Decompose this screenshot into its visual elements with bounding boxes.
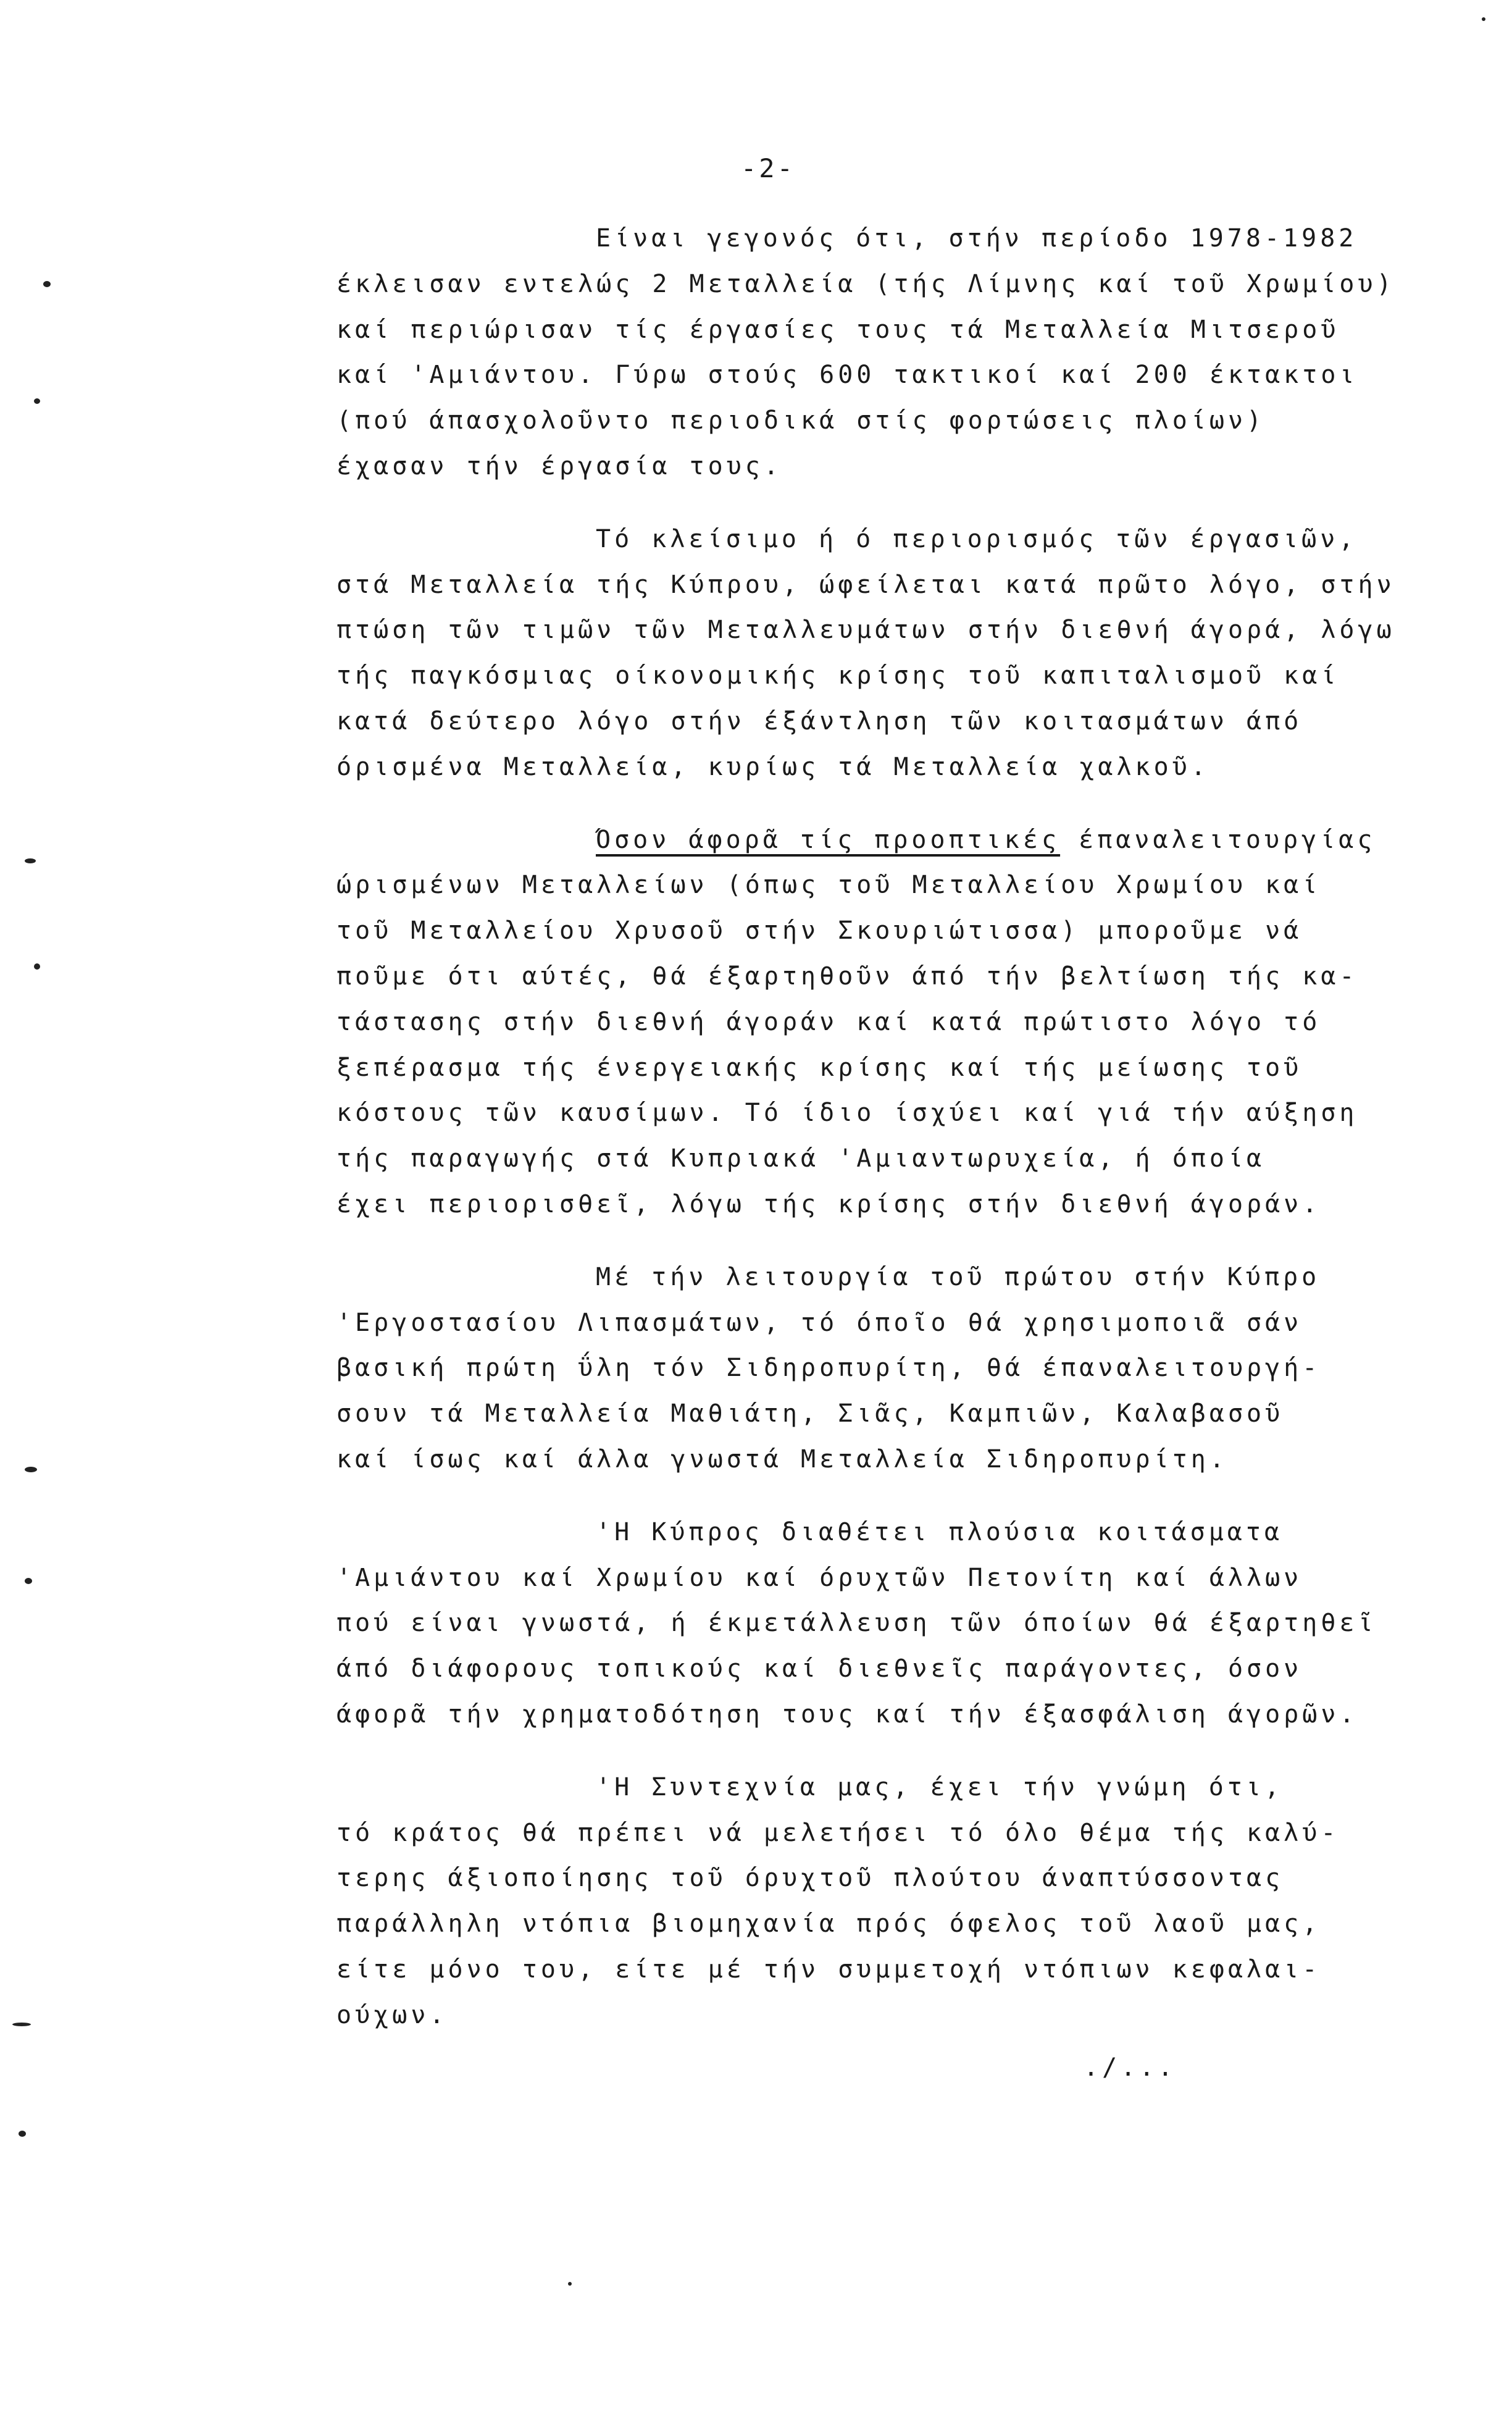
text-line: 'Αμιάντου καί Χρωμίου καί όρυχτῶν Πετονίτη καί άλλων	[336, 1563, 1303, 1592]
text-line: παράλληλη ντόπια βιομηχανία πρός όφελος τοῦ λαοῦ μας,	[336, 1910, 1321, 1939]
text-line: πτώση τῶν τιμῶν τῶν Μεταλλευμάτων στήν διεθνή άγορά, λόγω	[336, 616, 1395, 645]
text-line: καί 'Αμιάντου. Γύρω στούς 600 τακτικοί καί 200 έκτακτοι	[336, 361, 1358, 390]
text-line: άπό διάφορους τοπικούς καί διεθνεῖς παράγοντες, όσον	[336, 1654, 1303, 1684]
text-line: 'Εργοστασίου Λιπασμάτων, τό όποῖο θά χρησιμοποιᾶ σάν	[336, 1308, 1303, 1337]
scan-speck	[34, 963, 40, 970]
text-line: 'Η Συντεχνία μας, έχει τήν γνώμη ότι,	[596, 1772, 1284, 1801]
text-line: έχασαν τήν έργασία τους.	[336, 451, 782, 480]
text-line: τής παραγωγής στά Κυπριακά 'Αμιαντωρυχεία, ή όποία	[336, 1144, 1266, 1173]
text-line: Τό κλείσιμο ή ό περιορισμός τῶν έργασιῶν,	[596, 524, 1358, 553]
text-line: βασική πρώτη ΰλη τόν Σιδηροπυρίτη, θά έπαναλειτουργή-	[336, 1354, 1321, 1383]
scan-speck	[1482, 17, 1485, 21]
paragraph-2	[336, 517, 1398, 790]
text-line: ώρισμένων Μεταλλείων (όπως τοῦ Μεταλλείου Χρωμίου καί	[336, 871, 1321, 900]
text-line: είτε μόνο του, είτε μέ τήν συμμετοχή ντόπιων κεφαλαι-	[336, 1955, 1321, 1984]
text-line: έχει περιορισθεῖ, λόγω τής κρίσης στήν διεθνή άγοράν.	[336, 1189, 1321, 1218]
text-line: πού είναι γνωστά, ή έκμετάλλευση τῶν όποίων θά έξαρτηθεῖ	[336, 1609, 1377, 1638]
text-line: ούχων.	[336, 2000, 448, 2029]
paragraph-6	[336, 1765, 1398, 2039]
paragraph-3	[336, 818, 1398, 1228]
scan-speck	[25, 1578, 32, 1584]
text-line: Μέ τήν λειτουργία τοῦ πρώτου στήν Κύπρο	[596, 1262, 1321, 1291]
paragraph-1	[336, 216, 1398, 490]
scan-speck	[12, 2023, 31, 2026]
scan-speck	[25, 1467, 37, 1472]
text-line: καί περιώρισαν τίς έργασίες τους τά Μεταλλεία Μιτσεροῦ	[336, 315, 1340, 344]
text-line: τό κράτος θά πρέπει νά μελετήσει τό όλο θέμα τής καλύ-	[336, 1818, 1340, 1847]
text-line: ξεπέρασμα τής ένεργειακής κρίσης καί τής μείωσης τοῦ	[336, 1053, 1303, 1082]
scan-speck	[34, 398, 40, 404]
text-line: 'Η Κύπρος διαθέτει πλούσια κοιτάσματα	[596, 1517, 1284, 1546]
page-number: -2-	[741, 153, 795, 183]
underlined-phrase: Όσον άφορᾶ τίς προοπτικές	[596, 825, 1061, 854]
text-line: στά Μεταλλεία τής Κύπρου, ώφείλεται κατά πρῶτο λόγο, στήν	[336, 570, 1395, 599]
text-line: τής παγκόσμιας οίκονομικής κρίσης τοῦ καπιταλισμοῦ καί	[336, 661, 1340, 690]
text-line: έκλεισαν εντελώς 2 Μεταλλεία (τής Λίμνης καί τοῦ Χρωμίου)	[336, 269, 1395, 298]
text-line	[336, 818, 1398, 863]
scan-speck	[19, 2131, 26, 2137]
text-line: κόστους τῶν καυσίμων. Τό ίδιο ίσχύει καί γιά τήν αύξηση	[336, 1099, 1358, 1128]
text-line: κατά δεύτερο λόγο στήν έξάντληση τῶν κοιτασμάτων άπό	[336, 707, 1303, 736]
continuation-mark: ./...	[1084, 2053, 1177, 2082]
document-body	[336, 216, 1398, 2038]
paragraph-4	[336, 1255, 1398, 1483]
text-fragment: έπαναλειτουργίας	[1079, 825, 1376, 854]
text-line: καί ίσως καί άλλα γνωστά Μεταλλεία Σιδηροπυρίτη.	[336, 1445, 1228, 1474]
text-line: (πού άπασχολοῦντο περιοδικά στίς φορτώσεις πλοίων)	[336, 406, 1266, 435]
paragraph-5	[336, 1510, 1398, 1738]
text-line: όρισμένα Μεταλλεία, κυρίως τά Μεταλλεία χαλκοῦ.	[336, 752, 1209, 781]
text-line: Είναι γεγονός ότι, στήν περίοδο 1978-1982	[596, 224, 1358, 253]
scan-speck	[25, 858, 36, 863]
scan-speck	[568, 2282, 572, 2286]
text-line: άφορᾶ τήν χρηματοδότηση τους καί τήν έξασφάλιση άγορῶν.	[336, 1700, 1358, 1729]
text-line: τάστασης στήν διεθνή άγοράν καί κατά πρώτιστο λόγο τό	[336, 1007, 1321, 1036]
text-line: ποῦμε ότι αύτές, θά έξαρτηθοῦν άπό τήν βελτίωση τής κα-	[336, 962, 1358, 991]
scan-speck	[43, 281, 51, 287]
text-line: σουν τά Μεταλλεία Μαθιάτη, Σιᾶς, Καμπιῶν, Καλαβασοῦ	[336, 1399, 1284, 1428]
text-line: τοῦ Μεταλλείου Χρυσοῦ στήν Σκουριώτισσα) μποροῦμε νά	[336, 916, 1303, 946]
text-line: τερης άξιοποίησης τοῦ όρυχτοῦ πλούτου άναπτύσσοντας	[336, 1864, 1284, 1893]
